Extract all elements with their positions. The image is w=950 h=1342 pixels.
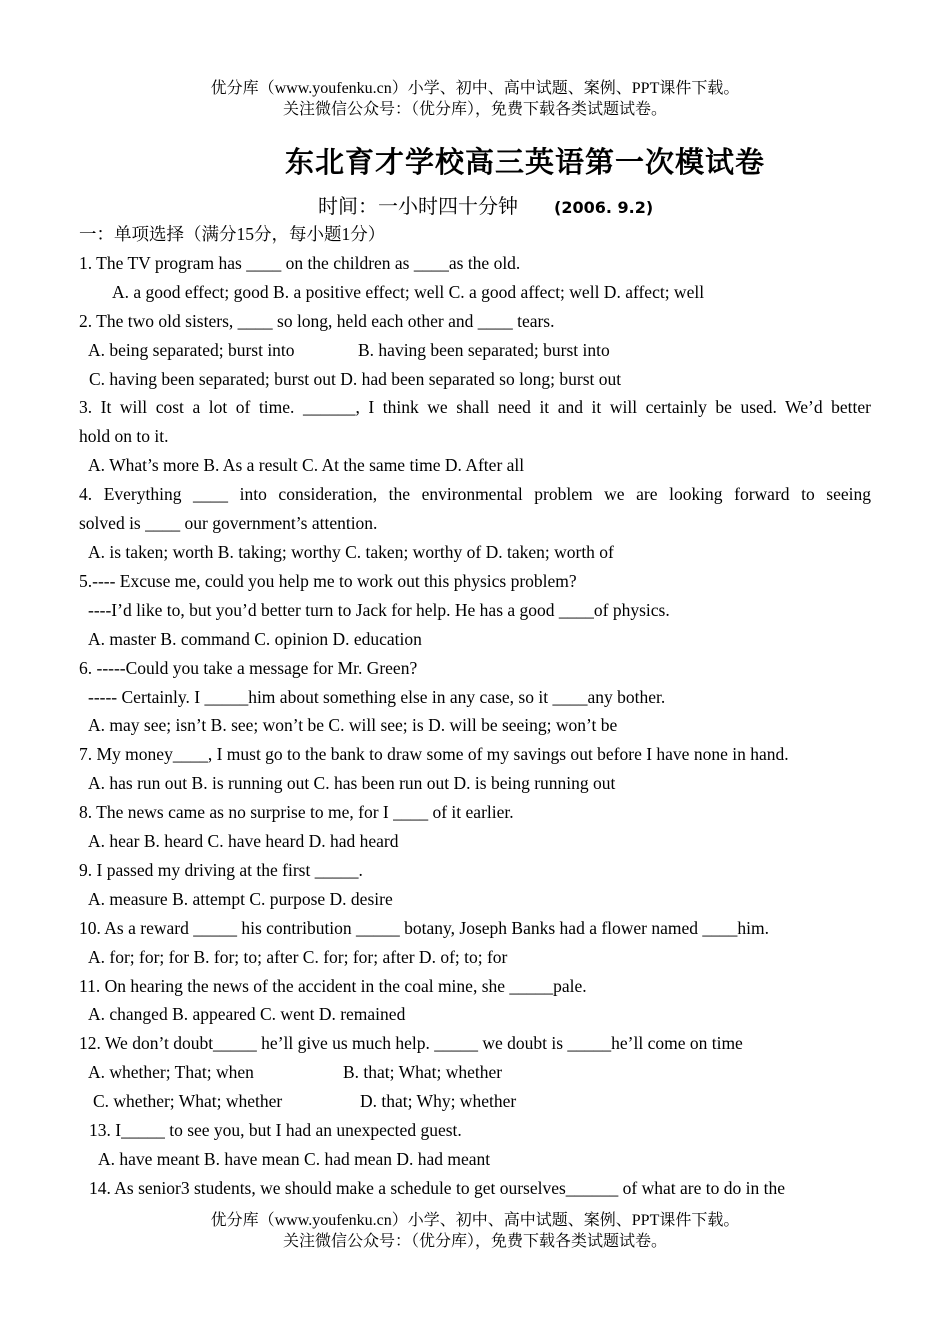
question-13-options: A. have meant B. have mean C. had mean D. had meant xyxy=(98,1149,491,1169)
question-6-stem-line-1: 6. -----Could you take a message for Mr. Green? xyxy=(79,657,418,678)
question-9-stem: 9. I passed my driving at the first _____. xyxy=(79,859,363,880)
question-2-options-cd: C. having been separated; burst out D. had been separated so long; burst out xyxy=(89,368,622,389)
question-3-stem-line-2: hold on to it. xyxy=(79,426,169,447)
question-12-option-c: C. whether; What; whether xyxy=(93,1091,283,1112)
footer-line-1: 优分库（www.youfenku.cn）小学、初中、高中试题、案例、PPT课件下载。 xyxy=(210,1212,740,1229)
question-12-options-cd xyxy=(79,1087,871,1116)
question-2-stem: 2. The two old sisters, ____ so long, held each other and ____ tears. xyxy=(79,310,555,331)
section-heading: 一：单项选择（满分15分，每小题1分） xyxy=(79,224,386,244)
question-3-stem-line-1: 3. It will cost a lot of time. ______, I think we shall need it and it will certainly be used. We’d better xyxy=(79,397,871,418)
question-11-options: A. changed B. appeared C. went D. remained xyxy=(88,1004,406,1025)
question-7-options: A. has run out B. is running out C. has been run out D. is being running out xyxy=(88,773,616,794)
question-14-stem: 14. As senior3 students, we should make a schedule to get ourselves______ of what are to do in the xyxy=(89,1177,785,1198)
question-5-stem-line-2: ----I’d like to, but you’d better turn to Jack for help. He has a good ____of physics. xyxy=(88,599,670,620)
footer-line-2: 关注微信公众号：（优分库），免费下载各类试题试卷。 xyxy=(282,1233,667,1250)
question-2-option-b: B. having been separated; burst into xyxy=(358,339,610,360)
header-line-2: 关注微信公众号：（优分库），免费下载各类试题试卷。 xyxy=(282,101,667,118)
page-title: 东北育才学校高三英语第一次模试卷 xyxy=(284,145,765,179)
question-12-stem: 12. We don’t doubt_____ he’ll give us much help. _____ we doubt is _____he’ll come on time xyxy=(79,1033,743,1054)
question-1-options: A. a good effect; good B. a positive effect; well C. a good affect; well D. affect; well xyxy=(112,281,705,302)
question-13-stem: 13. I_____ to see you, but I had an unexpected guest. xyxy=(89,1120,462,1141)
question-3-options: A. What’s more B. As a result C. At the same time D. After all xyxy=(88,455,525,476)
exam-subtitle xyxy=(318,190,653,219)
question-4-stem-line-2: solved is ____ our government’s attention. xyxy=(79,513,378,534)
question-11-stem: 11. On hearing the news of the accident in the coal mine, she _____pale. xyxy=(79,975,587,996)
question-6-options: A. may see; isn’t B. see; won’t be C. will see; is D. will be seeing; won’t be xyxy=(88,715,618,736)
question-7-stem: 7. My money____, I must go to the bank to draw some of my savings out before I have none in hand. xyxy=(79,744,789,765)
question-8-stem: 8. The news came as no surprise to me, for I ____ of it earlier. xyxy=(79,802,514,823)
question-2-options-ab xyxy=(79,336,871,365)
question-4-options: A. is taken; worth B. taking; worthy C. taken; worthy of D. taken; worth of xyxy=(88,541,614,562)
question-12-option-b: B. that; What; whether xyxy=(343,1062,503,1083)
exam-duration: 时间：一小时四十分钟 xyxy=(318,196,518,218)
header-line-1: 优分库（www.youfenku.cn）小学、初中、高中试题、案例、PPT课件下载。 xyxy=(210,80,740,97)
question-5-options: A. master B. command C. opinion D. education xyxy=(88,628,422,649)
question-9-options: A. measure B. attempt C. purpose D. desire xyxy=(88,888,393,909)
question-12-option-d: D. that; Why; whether xyxy=(360,1091,517,1112)
question-2-option-a: A. being separated; burst into xyxy=(88,339,295,360)
page-footer xyxy=(0,1210,950,1252)
question-1-stem: 1. The TV program has ____ on the children as ____as the old. xyxy=(79,252,521,273)
question-12-options-ab xyxy=(79,1058,871,1087)
page-header xyxy=(0,78,950,120)
question-10-stem: 10. As a reward _____ his contribution _____ botany, Joseph Banks had a flower named ____him. xyxy=(79,917,770,938)
question-10-options: A. for; for; for B. for; to; after C. for; for; after D. of; to; for xyxy=(88,946,508,967)
question-list xyxy=(79,220,871,1203)
question-12-option-a: A. whether; That; when xyxy=(88,1062,254,1083)
question-5-stem-line-1: 5.---- Excuse me, could you help me to work out this physics problem? xyxy=(79,570,577,591)
question-4-stem-line-1: 4. Everything ____ into consideration, the environmental problem we are looking forward to seeing xyxy=(79,484,871,505)
question-8-options: A. hear B. heard C. have heard D. had heard xyxy=(88,831,399,852)
exam-date: (2006. 9.2) xyxy=(554,198,654,217)
question-6-stem-line-2: ----- Certainly. I _____him about something else in any case, so it ____any bother. xyxy=(88,686,666,707)
